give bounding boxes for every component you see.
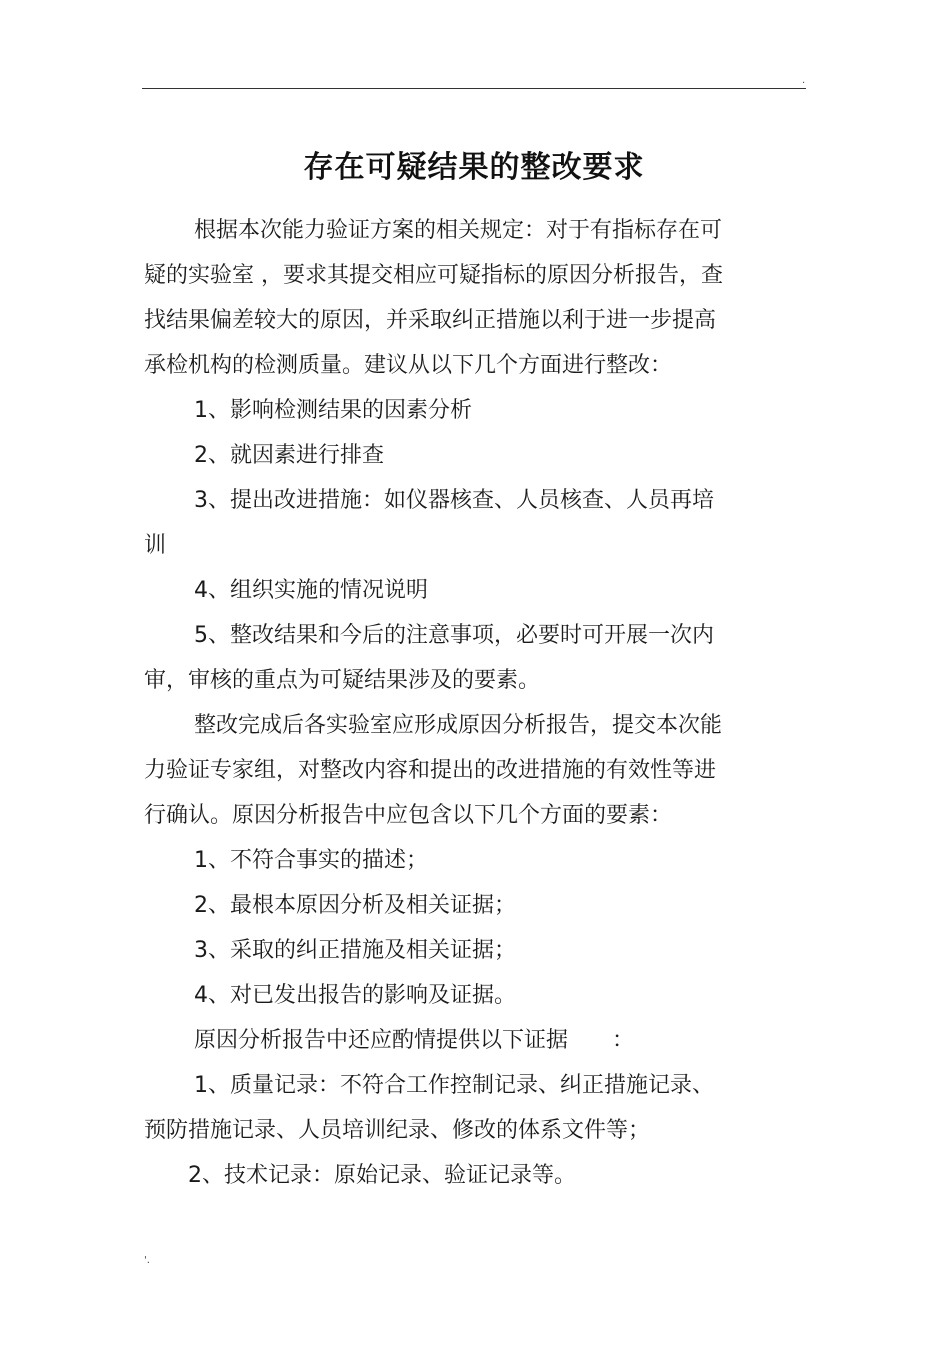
list-item: 2、就因素进行排查 (194, 443, 384, 468)
list-item: 2、技术记录：原始记录、验证记录等。 (188, 1163, 576, 1188)
list-item: 2、最根本原因分析及相关证据； (194, 893, 516, 918)
paragraph-line: 原因分析报告中还应酌情提供以下证据 ： (194, 1028, 635, 1053)
document-title: 存在可疑结果的整改要求 (303, 150, 645, 186)
list-item: 5、整改结果和今后的注意事项，必要时可开展一次内 (194, 623, 714, 648)
list-item-continuation: 预防措施记录、人员培训纪录、修改的体系文件等； (144, 1118, 651, 1143)
paragraph-line: 力验证专家组，对整改内容和提出的改进措施的有效性等进 (144, 758, 717, 783)
paragraph-line: 整改完成后各实验室应形成原因分析报告，提交本次能 (194, 713, 723, 738)
list-item: 4、组织实施的情况说明 (194, 578, 428, 603)
list-item: 1、不符合事实的描述； (194, 848, 428, 873)
paragraph-line: 根据本次能力验证方案的相关规定：对于有指标存在可 (194, 218, 723, 243)
list-item-continuation: 审，审核的重点为可疑结果涉及的要素。 (144, 668, 541, 693)
list-item: 3、采取的纠正措施及相关证据； (194, 938, 516, 963)
header-rule (142, 88, 806, 89)
paragraph-line: 找结果偏差较大的原因，并采取纠正措施以利于进一步提高 (144, 308, 717, 333)
paragraph-line: 疑的实验室 ，要求其提交相应可疑指标的原因分析报告，查 (144, 263, 723, 288)
paragraph-line: 承检机构的检测质量。建议从以下几个方面进行整改： (144, 353, 673, 378)
footer-corner-mark: '. (144, 1255, 150, 1266)
document-body (144, 208, 748, 1198)
list-item: 1、质量记录：不符合工作控制记录、纠正措施记录、 (194, 1073, 714, 1098)
header-corner-mark: . (802, 75, 806, 86)
list-item: 1、影响检测结果的因素分析 (194, 398, 472, 423)
list-item: 3、提出改进措施：如仪器核查、人员核查、人员再培 (194, 488, 714, 513)
list-item-continuation: 训 (144, 533, 167, 558)
list-item: 4、对已发出报告的影响及证据。 (194, 983, 516, 1008)
paragraph-line: 行确认。原因分析报告中应包含以下几个方面的要素： (144, 803, 673, 828)
